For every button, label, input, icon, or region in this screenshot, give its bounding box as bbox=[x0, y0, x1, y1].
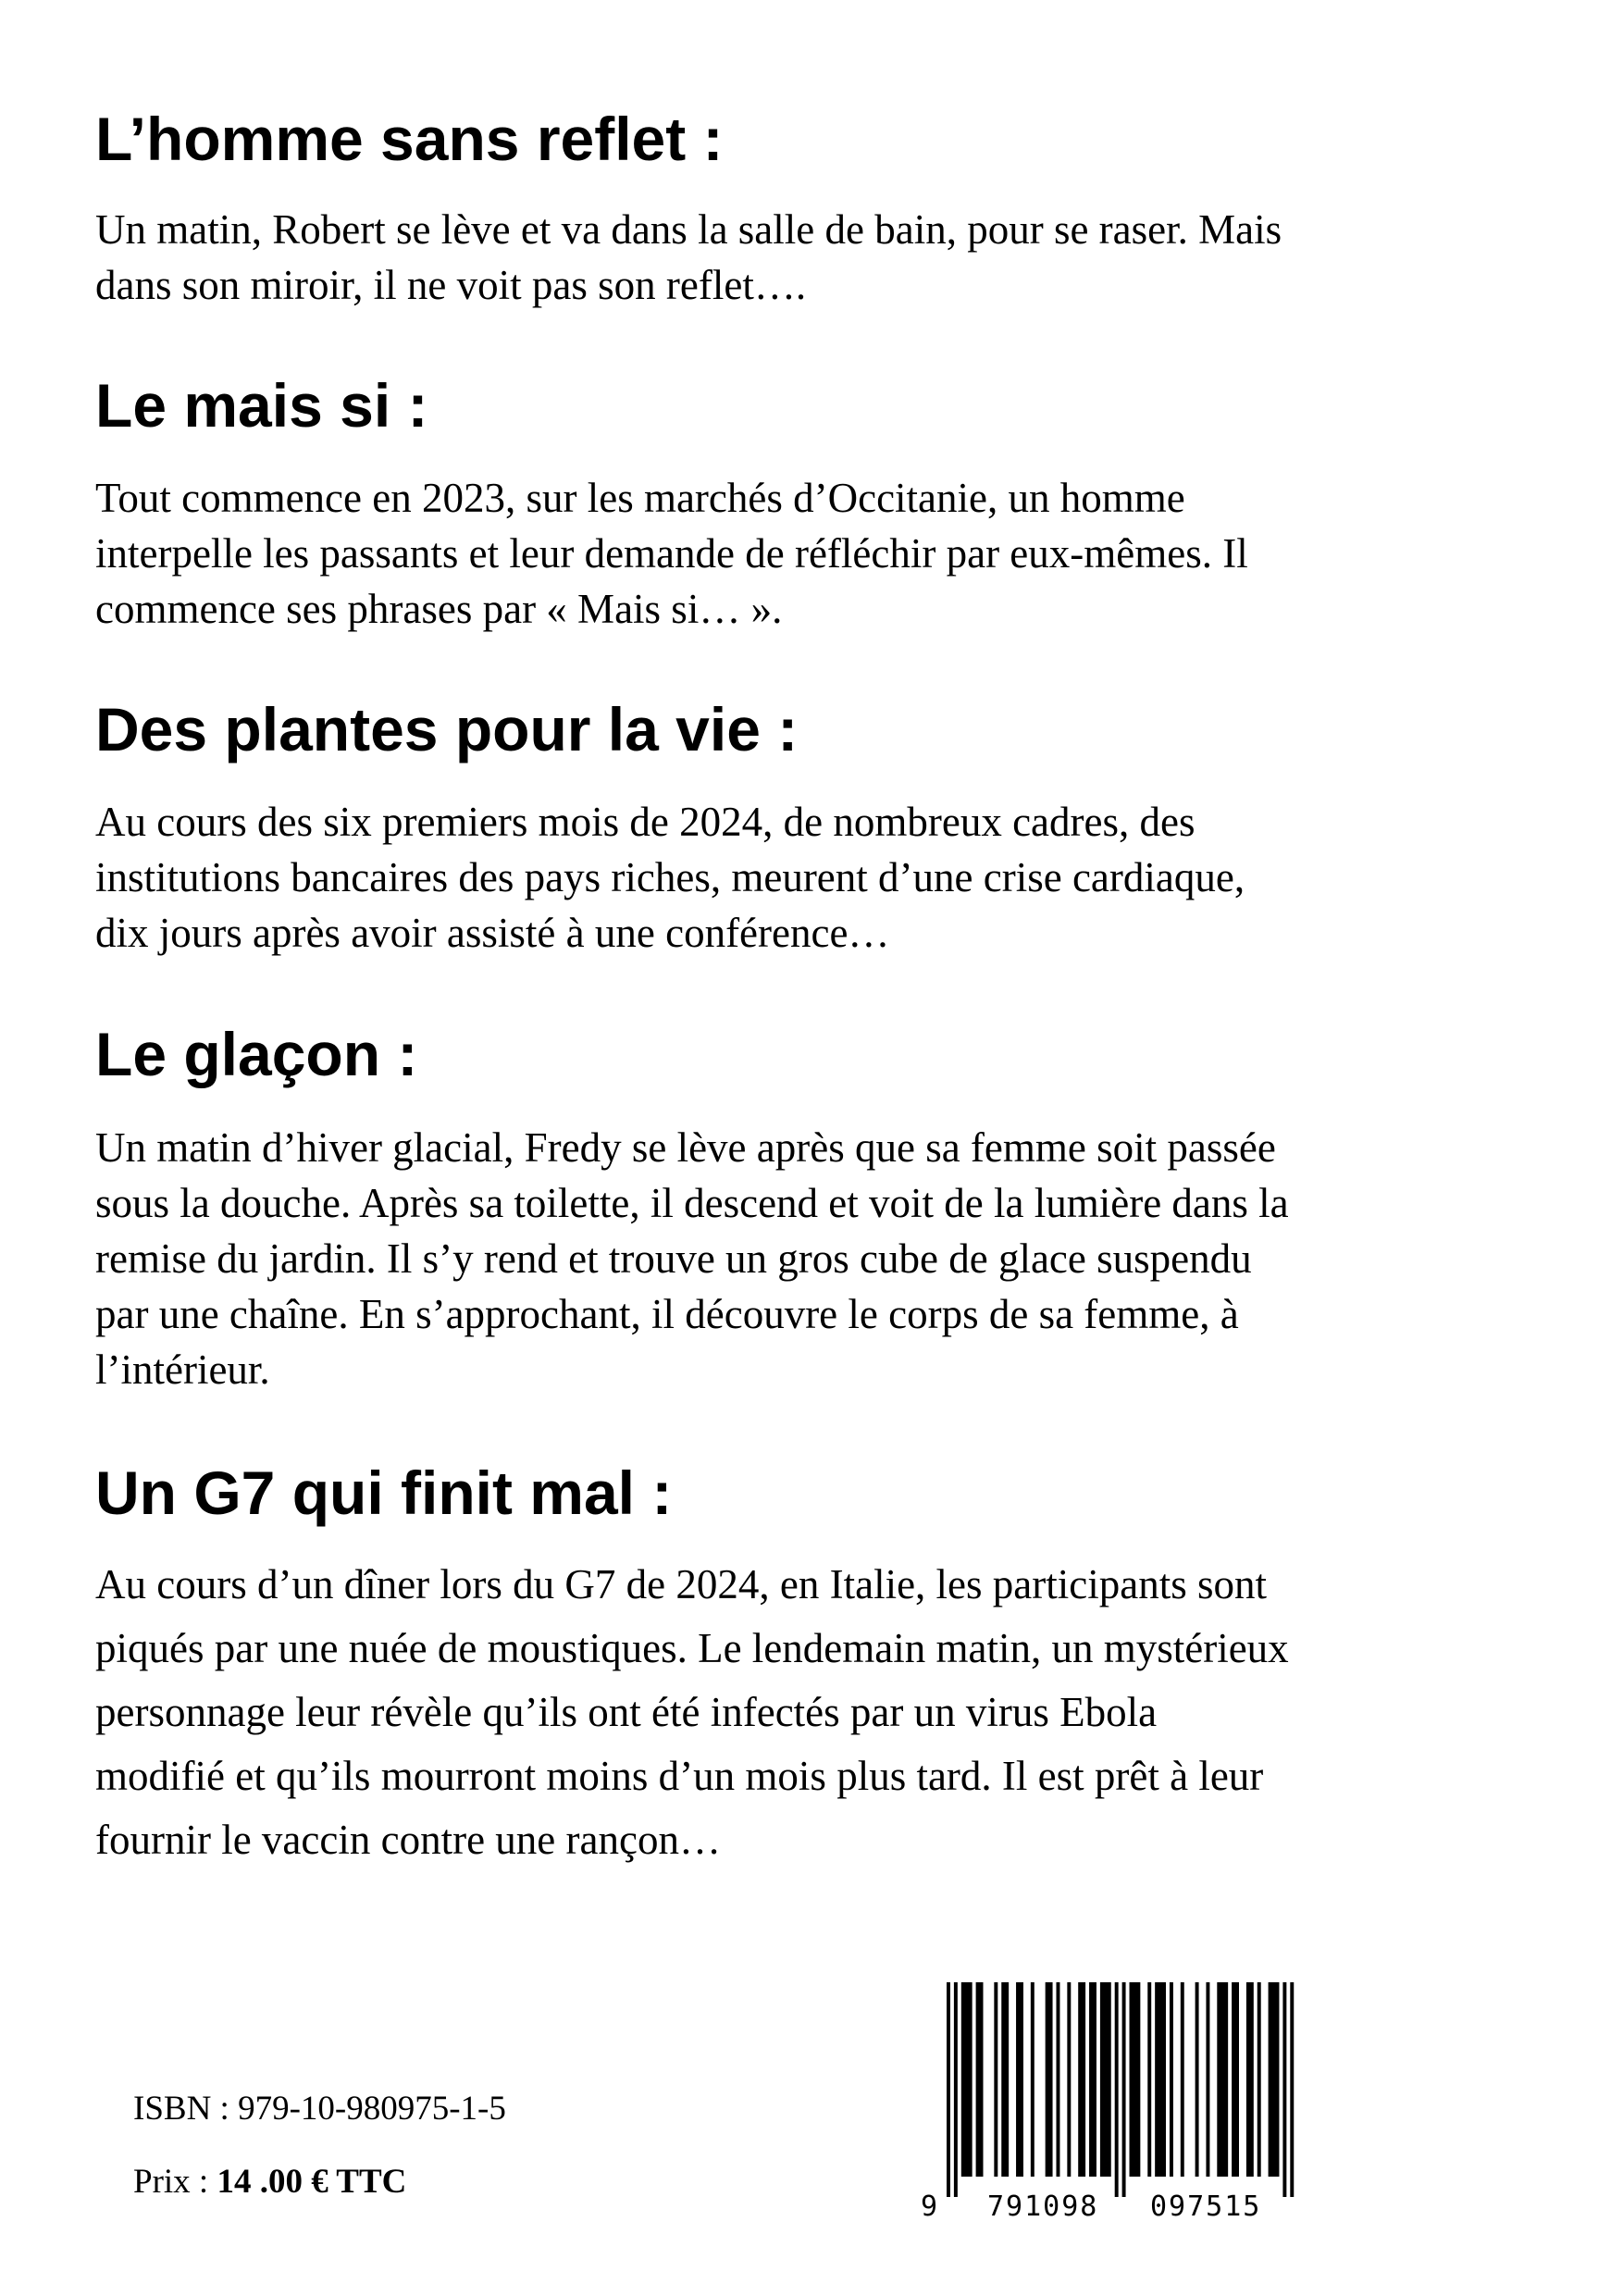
barcode-bar bbox=[1067, 1982, 1071, 2177]
barcode-bar bbox=[1246, 1982, 1254, 2177]
summary-line: Au cours d’un dîner lors du G7 de 2024, en Italie, les participants sont bbox=[95, 1561, 1267, 1607]
barcode-digits-right: 097515 bbox=[1150, 2191, 1262, 2219]
isbn-label: ISBN : bbox=[133, 2090, 229, 2128]
barcode-bar bbox=[1046, 1982, 1053, 2177]
section-title-g7-qui-finit-mal: Un G7 qui finit mal : bbox=[95, 1458, 673, 1527]
barcode-bar bbox=[1031, 1982, 1035, 2177]
summary-line: l’intérieur. bbox=[95, 1347, 270, 1393]
barcode-bar bbox=[1258, 1982, 1261, 2177]
summary-line: interpelle les passants et leur demande de réfléchir par eux-mêmes. Il bbox=[95, 530, 1248, 577]
barcode-bar bbox=[1001, 1982, 1009, 2177]
barcode-bars bbox=[947, 1982, 1294, 2197]
summary-line: Un matin d’hiver glacial, Fredy se lève après que sa femme soit passée bbox=[95, 1124, 1276, 1171]
barcode-digits-left: 791098 bbox=[987, 2191, 1099, 2219]
section-summary-homme-sans-reflet bbox=[95, 202, 1557, 313]
barcode-bar bbox=[1122, 1982, 1126, 2197]
section-title-glacon: Le glaçon : bbox=[95, 1020, 418, 1088]
barcode-bar bbox=[1170, 1982, 1173, 2177]
price-label: Prix : bbox=[133, 2163, 209, 2201]
barcode-bar bbox=[1100, 1982, 1111, 2177]
barcode-bar bbox=[1057, 1982, 1060, 2177]
barcode-bar bbox=[1089, 1982, 1096, 2177]
price-line bbox=[133, 2165, 406, 2199]
summary-line: dix jours après avoir assisté à une conférence… bbox=[95, 910, 890, 956]
barcode-bar bbox=[947, 1982, 950, 2197]
barcode-bar bbox=[1155, 1982, 1166, 2177]
barcode-bar bbox=[961, 1982, 973, 2177]
barcode-bar bbox=[1282, 1982, 1286, 2197]
barcode-bar bbox=[1206, 1982, 1209, 2177]
barcode-bar bbox=[1147, 1982, 1151, 2177]
barcode-bar bbox=[954, 1982, 958, 2197]
barcode-bar bbox=[1196, 1982, 1199, 2177]
barcode-bar bbox=[1290, 1982, 1294, 2197]
summary-line: Un matin, Robert se lève et va dans la salle de bain, pour se raser. Mais bbox=[95, 206, 1282, 253]
summary-line: modifié et qu’ils mourront moins d’un mois plus tard. Il est prêt à leur bbox=[95, 1753, 1264, 1799]
barcode-digit-first: 9 bbox=[921, 2191, 938, 2219]
summary-line: commence ses phrases par « Mais si… ». bbox=[95, 586, 783, 632]
summary-line: institutions bancaires des pays riches, meurent d’une crise cardiaque, bbox=[95, 854, 1245, 900]
barcode-bar bbox=[1115, 1982, 1119, 2197]
summary-line: par une chaîne. En s’approchant, il découvre le corps de sa femme, à bbox=[95, 1291, 1239, 1337]
section-summary-glacon bbox=[95, 1120, 1557, 1397]
summary-line: fournir le vaccin contre une rançon… bbox=[95, 1817, 721, 1863]
isbn-line bbox=[133, 2091, 506, 2126]
section-summary-mais-si bbox=[95, 470, 1557, 637]
isbn-value: 979-10-980975-1-5 bbox=[238, 2090, 506, 2128]
summary-line: remise du jardin. Il s’y rend et trouve un gros cube de glace suspendu bbox=[95, 1235, 1252, 1282]
section-title-homme-sans-reflet: L’homme sans reflet : bbox=[95, 105, 724, 173]
summary-line: Au cours des six premiers mois de 2024, de nombreux cadres, des bbox=[95, 799, 1196, 845]
section-summary-g7-qui-finit-mal bbox=[95, 1553, 1557, 1872]
barcode-bar bbox=[1016, 1982, 1023, 2177]
barcode-bar bbox=[1181, 1982, 1184, 2177]
barcode-bar bbox=[976, 1982, 984, 2177]
barcode-bar bbox=[1130, 1982, 1141, 2177]
barcode-bar bbox=[1078, 1982, 1085, 2177]
section-title-mais-si: Le mais si : bbox=[95, 371, 428, 440]
summary-line: dans son miroir, il ne voit pas son reflet…. bbox=[95, 262, 807, 308]
summary-line: piqués par une nuée de moustiques. Le lendemain matin, un mystérieux bbox=[95, 1625, 1289, 1671]
isbn-barcode bbox=[902, 1982, 1337, 2219]
barcode-bar bbox=[1232, 1982, 1239, 2177]
section-summary-plantes-pour-la-vie bbox=[95, 794, 1557, 961]
section-title-plantes-pour-la-vie: Des plantes pour la vie : bbox=[95, 695, 799, 763]
price-value: 14 .00 € TTC bbox=[217, 2163, 407, 2201]
barcode-bar bbox=[994, 1982, 997, 2177]
summary-line: personnage leur révèle qu’ils ont été infectés par un virus Ebola bbox=[95, 1689, 1158, 1735]
barcode-bar bbox=[1269, 1982, 1280, 2177]
summary-line: sous la douche. Après sa toilette, il descend et voit de la lumière dans la bbox=[95, 1180, 1289, 1226]
barcode-bar bbox=[1217, 1982, 1228, 2177]
summary-line: Tout commence en 2023, sur les marchés d’Occitanie, un homme bbox=[95, 475, 1185, 521]
